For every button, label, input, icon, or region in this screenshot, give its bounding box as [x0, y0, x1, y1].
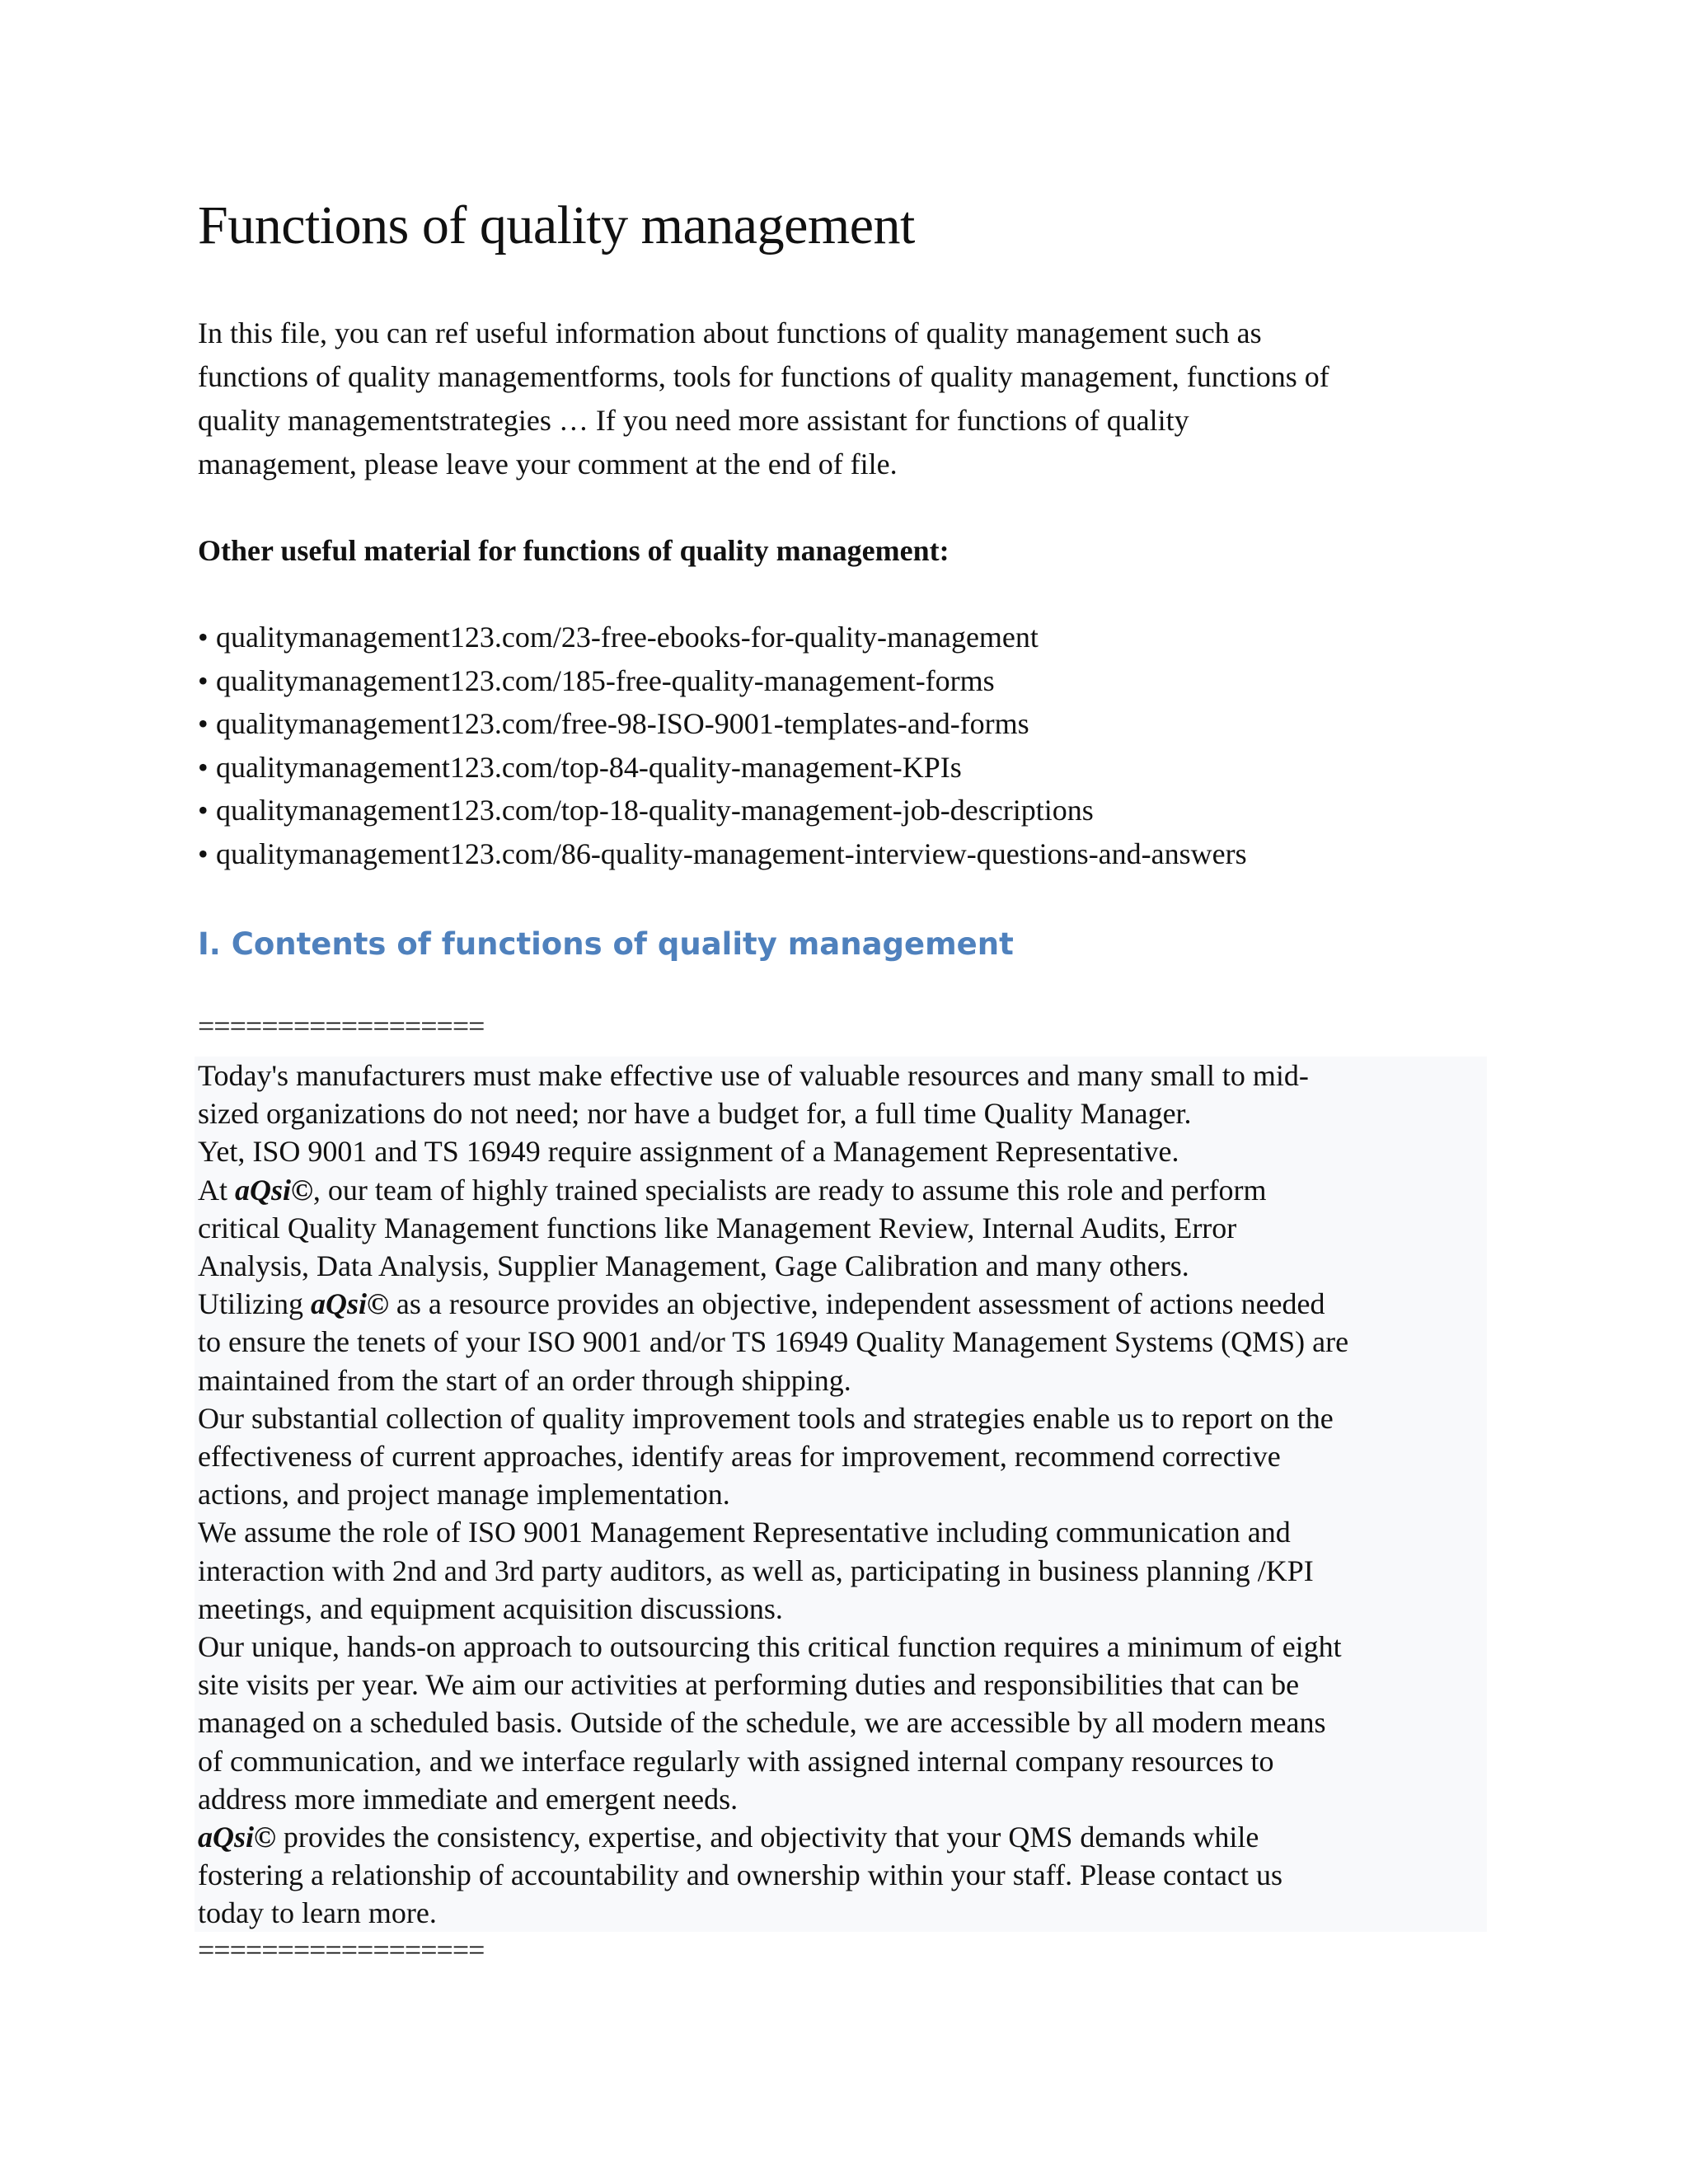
body-line: sized organizations do not need; nor have a budget for, a full time Quality Manager. — [198, 1097, 1192, 1131]
link-item[interactable] — [198, 746, 1247, 790]
link-text[interactable]: qualitymanagement123.com/185-free-quality-management-forms — [216, 663, 995, 697]
body-line: meetings, and equipment acquisition discussions. — [198, 1591, 783, 1625]
document-title: Functions of quality management — [198, 195, 915, 255]
intro-line: functions of quality managementforms, tools for functions of quality management, functions of — [198, 360, 1329, 393]
body-line: maintained from the start of an order through shipping. — [198, 1363, 851, 1397]
body-text: , our team of highly trained specialists are ready to assume this role and perform — [312, 1173, 1267, 1207]
brand-name: aQsi© — [198, 1821, 276, 1854]
bullet-icon: • — [198, 750, 209, 784]
body-line: Today's manufacturers must make effective use of valuable resources and many small to mid- — [198, 1059, 1309, 1092]
separator-rule-top: ================== — [198, 1010, 485, 1043]
bullet-icon: • — [198, 663, 209, 697]
quoted-content — [198, 1057, 1484, 1933]
link-item[interactable] — [198, 789, 1247, 832]
body-line: We assume the role of ISO 9001 Management Representative including communication and — [198, 1516, 1291, 1549]
body-line: fostering a relationship of accountability and ownership within your staff. Please contact us — [198, 1858, 1283, 1892]
body-line: managed on a scheduled basis. Outside of the schedule, we are accessible by all modern means — [198, 1706, 1326, 1740]
separator-rule-bottom: ================== — [198, 1933, 485, 1966]
link-text[interactable]: qualitymanagement123.com/free-98-ISO-9001-templates-and-forms — [216, 707, 1029, 740]
link-item[interactable] — [198, 702, 1247, 746]
body-line: site visits per year. We aim our activities at performing duties and responsibilities that can be — [198, 1668, 1300, 1702]
link-text[interactable]: qualitymanagement123.com/86-quality-management-interview-questions-and-answers — [216, 837, 1247, 870]
link-text[interactable]: qualitymanagement123.com/23-free-ebooks-for-quality-management — [216, 621, 1039, 654]
body-line: effectiveness of current approaches, identify areas for improvement, recommend corrective — [198, 1440, 1281, 1474]
bullet-icon: • — [198, 707, 209, 740]
body-line: Our substantial collection of quality improvement tools and strategies enable us to report on the — [198, 1401, 1334, 1435]
body-line: today to learn more. — [198, 1896, 437, 1930]
body-text: provides the consistency, expertise, and objectivity that your QMS demands while — [275, 1821, 1259, 1854]
body-line: actions, and project manage implementation. — [198, 1478, 730, 1511]
bullet-icon: • — [198, 837, 209, 870]
intro-line: In this file, you can ref useful information about functions of quality management such as — [198, 316, 1262, 349]
link-text[interactable]: qualitymanagement123.com/top-18-quality-management-job-descriptions — [216, 794, 1094, 827]
link-item[interactable] — [198, 832, 1247, 876]
body-text: At — [198, 1173, 235, 1207]
brand-name: aQsi© — [311, 1287, 389, 1321]
intro-line: management, please leave your comment at the end of file. — [198, 448, 898, 480]
link-text[interactable]: qualitymanagement123.com/top-84-quality-management-KPIs — [216, 750, 962, 784]
useful-links-list — [198, 616, 1247, 875]
link-item[interactable] — [198, 616, 1247, 659]
body-line — [198, 1171, 1484, 1209]
contents-section-heading: I. Contents of functions of quality management — [198, 926, 1014, 962]
body-line: interaction with 2nd and 3rd party auditors, as well as, participating in business planning /KPI — [198, 1554, 1314, 1587]
brand-name: aQsi© — [235, 1173, 313, 1207]
body-line: Yet, ISO 9001 and TS 16949 require assignment of a Management Representative. — [198, 1135, 1179, 1169]
body-line: to ensure the tenets of your ISO 9001 and/or TS 16949 Quality Management Systems (QMS) are — [198, 1325, 1349, 1359]
body-line: Analysis, Data Analysis, Supplier Management, Gage Calibration and many others. — [198, 1249, 1189, 1283]
body-line: critical Quality Management functions like Management Review, Internal Audits, Error — [198, 1211, 1237, 1244]
link-item[interactable] — [198, 659, 1247, 703]
body-line: of communication, and we interface regularly with assigned internal company resources to — [198, 1744, 1274, 1778]
body-line — [198, 1285, 1484, 1323]
bullet-icon: • — [198, 794, 209, 827]
body-line: address more immediate and emergent needs. — [198, 1782, 738, 1816]
useful-material-heading: Other useful material for functions of quality management: — [198, 534, 950, 567]
body-text: as a resource provides an objective, independent assessment of actions needed — [388, 1287, 1325, 1321]
body-text: Utilizing — [198, 1287, 311, 1321]
body-line — [198, 1818, 1484, 1856]
intro-paragraph — [198, 312, 1467, 486]
intro-line: quality managementstrategies … If you need more assistant for functions of quality — [198, 404, 1189, 437]
bullet-icon: • — [198, 621, 209, 654]
body-line: Our unique, hands-on approach to outsourcing this critical function requires a minimum of eight — [198, 1630, 1342, 1664]
